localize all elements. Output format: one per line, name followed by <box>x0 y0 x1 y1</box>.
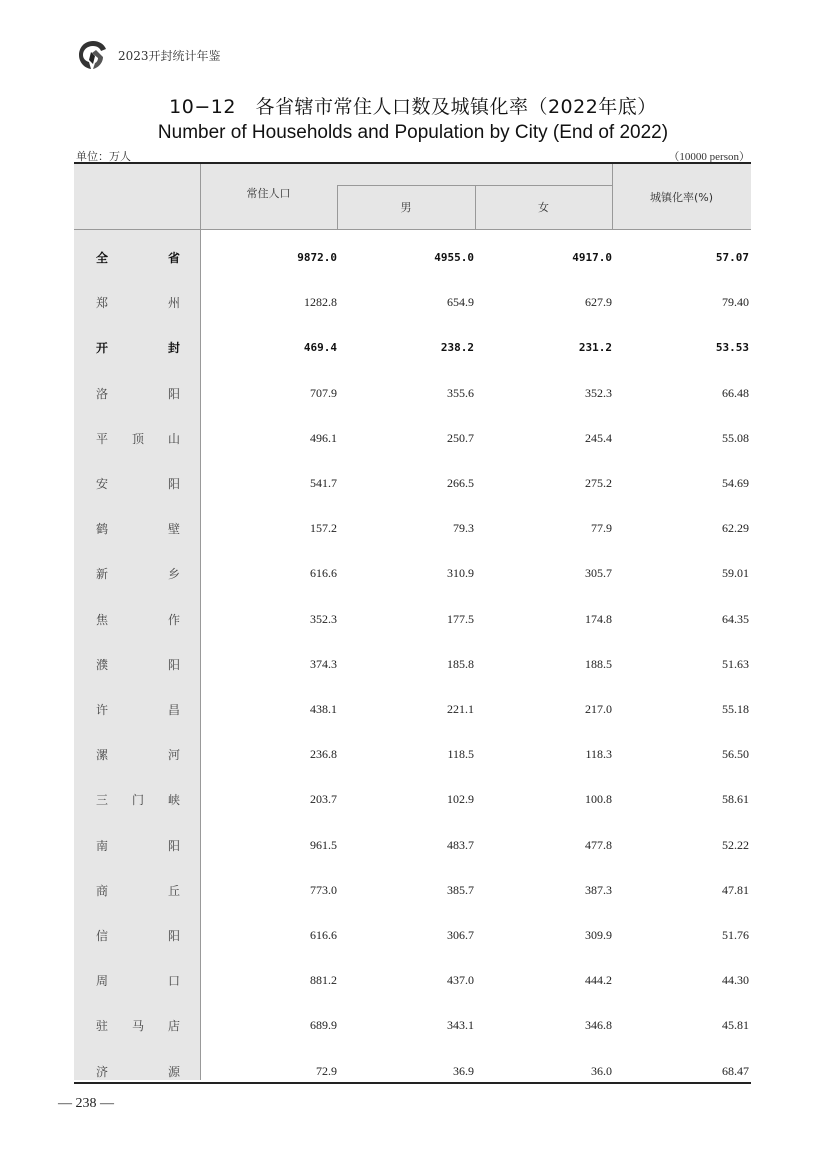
city-name-char: 郑 <box>96 296 109 311</box>
row-city-name <box>96 325 180 370</box>
city-name-char: 商 <box>96 883 109 898</box>
table-row <box>74 506 751 551</box>
city-name-char: 阳 <box>167 838 180 853</box>
city-name-char: 信 <box>96 929 109 943</box>
cell-resident: 203.7 <box>310 792 337 807</box>
cell-male: 250.7 <box>447 430 474 445</box>
cell-female: 36.0 <box>591 1063 612 1078</box>
cell-resident: 157.2 <box>310 521 337 536</box>
table-row <box>74 461 751 506</box>
yearbook-logo-icon <box>76 38 110 72</box>
city-name-char: 昌 <box>167 703 180 717</box>
cell-resident: 469.4 <box>303 341 337 355</box>
table-row <box>74 371 751 416</box>
cell-urbanization: 64.35 <box>722 611 749 626</box>
cell-resident: 374.3 <box>310 656 337 671</box>
row-city-name <box>96 506 180 551</box>
city-name-char: 峡 <box>167 793 180 808</box>
cell-male: 385.7 <box>447 882 474 897</box>
city-name-char: 省 <box>167 251 180 265</box>
cell-resident: 352.3 <box>310 611 337 626</box>
header-bottom-rule <box>74 229 751 230</box>
table-row <box>74 1003 751 1048</box>
cell-urbanization: 59.01 <box>722 566 749 581</box>
city-name-char: 源 <box>167 1064 180 1079</box>
unit-label-english: （10000 person） <box>668 151 750 163</box>
cell-female: 231.2 <box>578 341 612 355</box>
city-name-char: 驻 <box>96 1019 109 1034</box>
row-city-name <box>96 371 180 416</box>
cell-resident: 689.9 <box>310 1018 337 1033</box>
unit-label-chinese: 单位：万人 <box>76 150 131 163</box>
row-city-name <box>96 416 180 461</box>
city-name-char: 三 <box>96 793 109 808</box>
cell-resident: 961.5 <box>310 837 337 852</box>
cell-urbanization: 53.53 <box>715 341 749 355</box>
cell-resident: 1282.8 <box>304 295 337 310</box>
cell-urbanization: 79.40 <box>722 295 749 310</box>
cell-urbanization: 66.48 <box>722 385 749 400</box>
cell-female: 309.9 <box>585 928 612 942</box>
header-male: 男 <box>400 201 412 214</box>
cell-female: 346.8 <box>585 1018 612 1033</box>
cell-resident: 236.8 <box>310 747 337 762</box>
city-name-char: 济 <box>96 1064 109 1079</box>
city-name-char: 平 <box>96 431 109 446</box>
row-city-name <box>96 913 180 958</box>
row-city-name <box>96 235 180 280</box>
cell-male: 654.9 <box>447 295 474 310</box>
cell-resident: 9872.0 <box>297 251 337 264</box>
row-city-name <box>96 1003 180 1048</box>
table-row <box>74 868 751 913</box>
row-city-name <box>96 823 180 868</box>
cell-urbanization: 44.30 <box>722 973 749 988</box>
city-name-char: 马 <box>131 1019 144 1034</box>
table-row <box>74 823 751 868</box>
cell-female: 444.2 <box>585 973 612 988</box>
cell-male: 343.1 <box>447 1018 474 1033</box>
row-city-name <box>96 868 180 913</box>
cell-resident: 616.6 <box>310 566 337 581</box>
cell-female: 352.3 <box>585 385 612 400</box>
table-row <box>74 958 751 1003</box>
cell-male: 79.3 <box>453 521 474 536</box>
cell-female: 174.8 <box>585 611 612 626</box>
population-table <box>74 162 751 1084</box>
table-row <box>74 1049 751 1094</box>
page-header <box>76 38 221 72</box>
cell-urbanization: 54.69 <box>722 476 749 490</box>
city-name-char: 洛 <box>96 386 109 401</box>
header-resident: 常住人口 <box>246 186 291 200</box>
cell-resident: 72.9 <box>316 1063 337 1078</box>
city-name-char: 新 <box>96 567 109 582</box>
table-title-chinese: 10−12 各省辖市常住人口数及城镇化率（2022年底） <box>169 96 657 118</box>
cell-resident: 773.0 <box>310 882 337 897</box>
city-name-char: 濮 <box>96 657 109 672</box>
cell-female: 4917.0 <box>572 251 612 264</box>
cell-male: 437.0 <box>447 973 474 988</box>
header-urbanization: 城镇化率(%) <box>649 190 714 204</box>
table-row <box>74 777 751 822</box>
row-city-name <box>96 642 180 687</box>
city-name-char: 州 <box>167 296 180 311</box>
row-city-name <box>96 777 180 822</box>
city-name-char: 开 <box>96 341 109 356</box>
row-city-name <box>96 687 180 732</box>
table-title-english: Number of Households and Population by City (End of 2022) <box>157 122 669 143</box>
cell-male: 306.7 <box>447 928 474 942</box>
cell-female: 77.9 <box>591 521 612 536</box>
cell-female: 100.8 <box>585 792 612 807</box>
cell-female: 275.2 <box>585 476 612 490</box>
city-name-char: 阳 <box>167 386 180 401</box>
cell-male: 238.2 <box>440 341 474 355</box>
city-name-char: 顶 <box>131 431 144 446</box>
cell-female: 477.8 <box>585 837 612 852</box>
table-row <box>74 280 751 325</box>
table-row <box>74 687 751 732</box>
city-name-char: 南 <box>96 838 109 853</box>
city-name-char: 漯 <box>96 748 109 763</box>
cell-urbanization: 57.07 <box>715 251 749 264</box>
cell-female: 387.3 <box>585 882 612 897</box>
table-row <box>74 732 751 777</box>
cell-female: 627.9 <box>585 295 612 310</box>
city-name-char: 安 <box>96 477 109 491</box>
table-row <box>74 597 751 642</box>
city-name-char: 店 <box>167 1019 180 1034</box>
city-name-char: 山 <box>167 431 180 446</box>
cell-male: 310.9 <box>447 566 474 581</box>
cell-male: 102.9 <box>447 792 474 807</box>
cell-urbanization: 47.81 <box>722 882 749 897</box>
cell-urbanization: 58.61 <box>722 792 749 807</box>
cell-male: 221.1 <box>447 702 474 716</box>
table-row <box>74 913 751 958</box>
city-name-char: 许 <box>96 703 109 717</box>
row-city-name <box>96 732 180 777</box>
table-row <box>74 325 751 370</box>
city-name-char: 封 <box>167 341 180 356</box>
row-city-name <box>96 958 180 1003</box>
row-city-name <box>96 280 180 325</box>
cell-urbanization: 55.08 <box>722 430 749 445</box>
city-name-char: 口 <box>167 974 180 989</box>
cell-resident: 541.7 <box>310 476 337 490</box>
cell-male: 266.5 <box>447 476 474 490</box>
cell-urbanization: 45.81 <box>722 1018 749 1033</box>
header-female: 女 <box>538 201 549 214</box>
city-name-char: 焦 <box>96 612 109 627</box>
row-city-name <box>96 597 180 642</box>
city-name-char: 作 <box>167 612 180 627</box>
cell-urbanization: 51.63 <box>722 656 749 671</box>
cell-urbanization: 68.47 <box>722 1063 749 1078</box>
cell-resident: 616.6 <box>310 928 337 942</box>
cell-female: 305.7 <box>585 566 612 581</box>
cell-female: 118.3 <box>585 747 612 762</box>
cell-resident: 707.9 <box>310 385 337 400</box>
row-city-name <box>96 551 180 596</box>
page-number: — 238 — <box>58 1096 114 1111</box>
cell-resident: 438.1 <box>310 702 337 716</box>
city-name-char: 壁 <box>167 522 180 537</box>
cell-male: 4955.0 <box>434 251 474 264</box>
cell-urbanization: 55.18 <box>722 702 749 716</box>
city-name-char: 阳 <box>167 929 180 943</box>
cell-urbanization: 51.76 <box>722 928 749 942</box>
cell-male: 355.6 <box>447 385 474 400</box>
row-city-name <box>96 461 180 506</box>
yearbook-title: 2023开封统计年鉴 <box>118 48 221 63</box>
table-row <box>74 416 751 461</box>
city-name-char: 阳 <box>167 657 180 672</box>
cell-urbanization: 62.29 <box>722 521 749 536</box>
cell-female: 217.0 <box>585 702 612 716</box>
table-row <box>74 235 751 280</box>
city-name-char: 周 <box>96 974 109 989</box>
cell-male: 177.5 <box>447 611 474 626</box>
cell-urbanization: 56.50 <box>722 747 749 762</box>
table-row <box>74 642 751 687</box>
table-row <box>74 551 751 596</box>
cell-resident: 496.1 <box>310 430 337 445</box>
cell-female: 188.5 <box>585 656 612 671</box>
city-name-char: 门 <box>131 793 144 808</box>
cell-male: 36.9 <box>453 1063 474 1078</box>
cell-resident: 881.2 <box>310 973 337 988</box>
city-name-char: 阳 <box>167 477 180 491</box>
cell-urbanization: 52.22 <box>722 837 749 852</box>
city-name-char: 鹤 <box>96 522 109 537</box>
city-name-char: 丘 <box>167 883 180 898</box>
city-name-char: 全 <box>96 251 109 265</box>
cell-female: 245.4 <box>585 430 612 445</box>
city-name-char: 河 <box>167 748 180 763</box>
row-city-name <box>96 1049 180 1094</box>
city-name-char: 乡 <box>167 567 180 582</box>
cell-male: 483.7 <box>447 837 474 852</box>
cell-male: 118.5 <box>447 747 474 762</box>
cell-male: 185.8 <box>447 656 474 671</box>
